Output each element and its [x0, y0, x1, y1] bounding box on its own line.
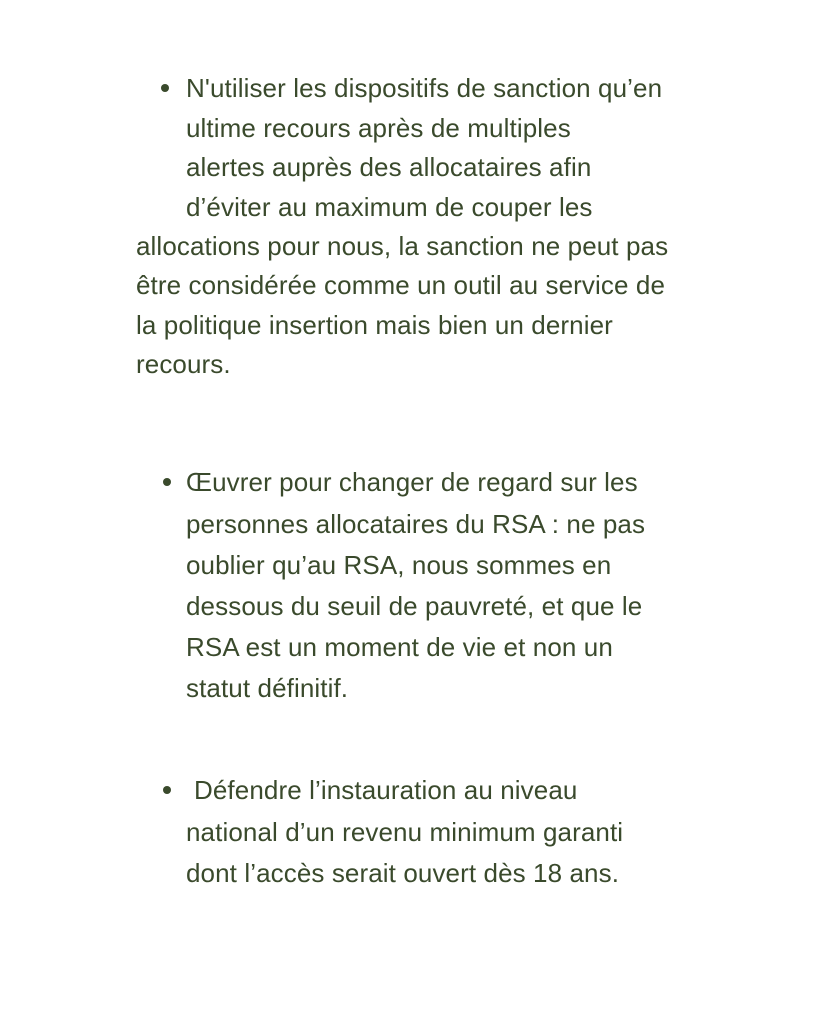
bullet-2-line-4: dessous du seuil de pauvreté, et que le — [186, 591, 643, 621]
bullet-dot — [163, 786, 171, 794]
bullet-2-line-3: oublier qu’au RSA, nous sommes en — [186, 550, 612, 580]
bullet-3-line-2: national d’un revenu minimum garanti — [186, 817, 624, 847]
bullet-1-line-4: d’éviter au maximum de couper les — [186, 192, 593, 222]
bullet-1-line-2: ultime recours après de multiples — [186, 113, 571, 143]
bullet-2-line-2: personnes allocataires du RSA : ne pas — [186, 509, 646, 539]
bullet-2-line-1: Œuvrer pour changer de regard sur les — [186, 467, 638, 497]
bullet-3-line-3: dont l’accès serait ouvert dès 18 ans. — [186, 858, 620, 888]
bullet-1-line-5: allocations pour nous, la sanction ne peut pas — [136, 231, 669, 261]
bullet-2-line-5: RSA est un moment de vie et non un — [186, 632, 613, 662]
bullet-2-line-6: statut définitif. — [186, 673, 349, 703]
bullet-dot — [161, 84, 169, 92]
bullet-dot — [163, 478, 171, 486]
bullet-1-line-8: recours. — [136, 349, 231, 379]
bullet-1-line-7: la politique insertion mais bien un dernier — [136, 310, 613, 340]
bullet-1-line-6: être considérée comme un outil au service de — [136, 270, 666, 300]
bullet-1-line-3: alertes auprès des allocataires afin — [186, 152, 592, 182]
bullet-1-line-1: N'utiliser les dispositifs de sanction qu’en — [186, 73, 663, 103]
bullet-3-line-1: Défendre l’instauration au niveau — [194, 775, 578, 805]
